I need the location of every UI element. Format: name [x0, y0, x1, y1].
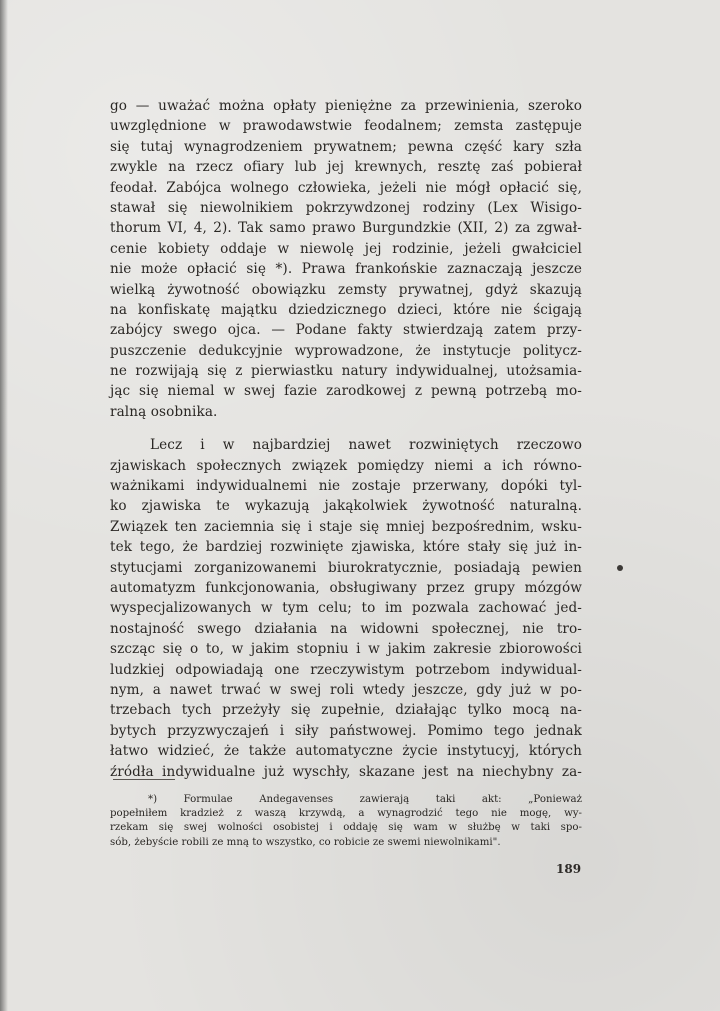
footnote-line: sób, żebyście robili ze mną to wszystko, co robicie ze swemi niewolnikami".: [110, 836, 501, 848]
text-line: łatwo widzieć, że także automatyczne życie instytucyj, których: [110, 743, 582, 760]
text-line: trzebach tych przeżyły się zupełnie, działając tylko mocą na-: [110, 702, 582, 719]
page-number: 189: [556, 862, 582, 876]
text-line: tek tego, że bardziej rozwinięte zjawiska, które stały się już in-: [110, 539, 582, 556]
footnote-line: *) Formulae Andegavenses zawierają taki akt: „Ponieważ: [148, 794, 582, 805]
text-line: źródła indywidualne już wyschły, skazane jest na niechybny za-: [110, 763, 582, 780]
page-edge-shadow: [0, 0, 8, 1011]
text-line: automatyzm funkcjonowania, obsługiwany przez grupy mózgów: [110, 579, 582, 596]
paragraph-2: [110, 435, 582, 782]
text-line: nym, a nawet trwać w swej roli wtedy jeszcze, gdy już w po-: [110, 681, 582, 698]
text-line: Związek ten zaciemnia się i staje się mniej bezpośrednim, wsku-: [110, 518, 582, 535]
text-line: zjawiskach społecznych związek pomiędzy niemi a ich równo-: [110, 457, 582, 474]
text-line: ludzkiej odpowiadają one rzeczywistym potrzebom indywidual-: [110, 661, 582, 678]
text-line: szcząc się o to, w jakim stopniu i w jakim zakresie zbiorowości: [110, 641, 582, 658]
text-line: nie może opłacić się *). Prawa frankońskie zaznaczają jeszcze: [110, 261, 582, 278]
text-line: ko zjawiska te wykazują jakąkolwiek żywotność naturalną.: [110, 498, 582, 515]
text-line: zabójcy swego ojca. — Podane fakty stwierdzają zatem przy-: [110, 322, 582, 339]
footnote-line: rzekam się swej wolności osobistej i oddaję się wam w służbę w taki spo-: [110, 822, 582, 834]
text-line: na konfiskatę majątku dziedzicznego dzieci, które nie ścigają: [110, 301, 582, 318]
text-line: wielką żywotność obowiązku zemsty prywatnej, gdyż skazują: [110, 281, 582, 298]
text-line: ważnikami indywidualnemi nie zostaje przerwany, dopóki tyl-: [110, 478, 582, 495]
footnote: [110, 793, 582, 850]
text-line: wyspecjalizowanych w tym celu; to im pozwala zachować jed-: [110, 600, 582, 617]
text-line: stytucjami zorganizowanemi biurokratycznie, posiadają pewien: [110, 559, 582, 576]
text-line: zwykle na rzecz ofiary lub jej krewnych, resztę zaś pobierał: [110, 159, 582, 176]
text-line: thorum VI, 4, 2). Tak samo prawo Burgundzkie (XII, 2) za zgwał-: [110, 220, 582, 237]
text-line: Lecz i w najbardziej nawet rozwiniętych rzeczowo: [150, 437, 582, 454]
text-line: go — uważać można opłaty pieniężne za przewinienia, szeroko: [110, 98, 582, 114]
text-line: ne rozwijają się z pierwiastku natury indywidualnej, utożsamia-: [110, 363, 582, 380]
text-line: cenie kobiety oddaje w niewolę jej rodzinie, jeżeli gwałciciel: [110, 240, 582, 257]
text-line: ralną osobnika.: [110, 403, 218, 420]
paragraph-gap: [110, 422, 582, 435]
text-line: nostajność swego działania na widowni społecznej, nie tro-: [110, 620, 582, 637]
paragraph-1: [110, 96, 582, 422]
ink-speck: [617, 565, 623, 571]
text-line: stawał się niewolnikiem pokrzywdzonej rodziny (Lex Wisigo-: [110, 199, 582, 216]
text-line: bytych przyzwyczajeń i siły państwowej. Pomimo tego jednak: [110, 722, 582, 739]
text-line: się tutaj wynagrodzeniem prywatnem; pewna część kary szła: [110, 138, 582, 155]
footnote-divider: [113, 779, 175, 780]
text-line: feodał. Zabójca wolnego człowieka, jeżeli nie mógł opłacić się,: [110, 179, 582, 196]
body-text: [110, 96, 582, 782]
text-line: puszczenie dedukcyjnie wyprowadzone, że instytucje politycz-: [110, 342, 582, 359]
text-line: jąc się niemal w swej fazie zarodkowej z pewną potrzebą mo-: [110, 383, 582, 400]
footnote-line: popełniłem kradzież z waszą krzywdą, a wynagrodzić tego nie mogę, wy-: [110, 808, 582, 820]
text-line: uwzględnione w prawodawstwie feodalnem; zemsta zastępuje: [110, 118, 582, 135]
